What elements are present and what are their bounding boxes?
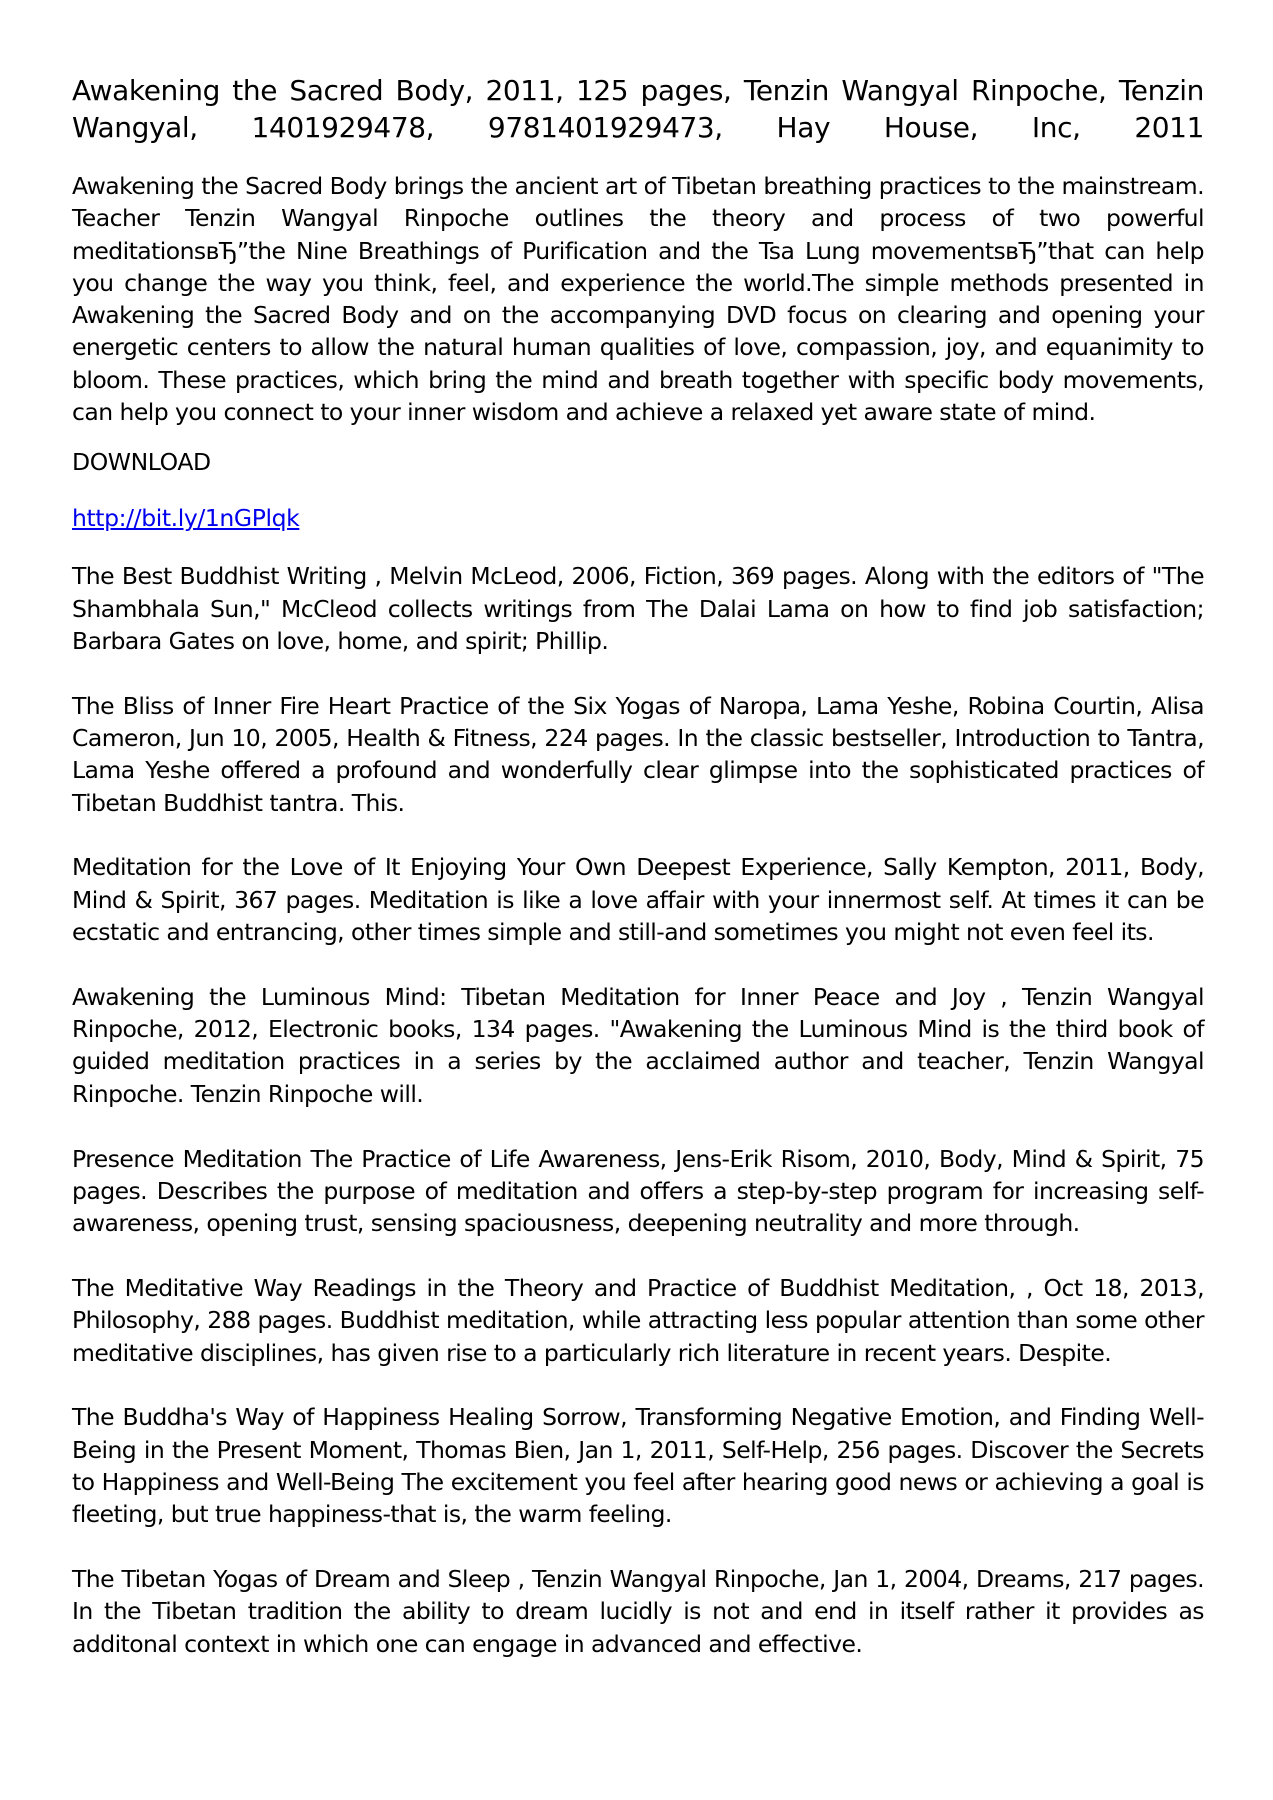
document-page: [72, 72, 1204, 1692]
related-book-item: The Buddha's Way of Happiness Healing Sorrow, Transforming Negative Emotion, and Finding Well-Being in the Present Moment, Thomas Bien, Jan 1, 2011, Self-Help, 256 pages. Discover the Secrets to Happiness and Well-Being The excitement you feel after hearing good news or achieving a goal is fleeting, but true happiness-that is, the warm feeling.: [72, 1403, 1204, 1529]
related-book-item: The Tibetan Yogas of Dream and Sleep , Tenzin Wangyal Rinpoche, Jan 1, 2004, Dreams, 217 pages. In the Tibetan tradition the ability to dream lucidly is not and end in itself rather it provides as additonal context in which one can engage in advanced and effective.: [72, 1565, 1204, 1658]
related-book-item: Presence Meditation The Practice of Life Awareness, Jens-Erik Risom, 2010, Body, Mind & Spirit, 75 pages. Describes the purpose of meditation and offers a step-by-step program for increasing self-awareness, opening trust, sensing spaciousness, deepening neutrality and more through.: [72, 1144, 1204, 1238]
related-book-item: The Bliss of Inner Fire Heart Practice of the Six Yogas of Naropa, Lama Yeshe, Robina Courtin, Alisa Cameron, Jun 10, 2005, Health & Fitness, 224 pages. In the classic bestseller, Introduction to Tantra, Lama Yeshe offered a profound and wonderfully clear glimpse into the sophisticated practices of Tibetan Buddhist tantra. This.: [72, 691, 1204, 817]
download-label: DOWNLOAD: [72, 448, 211, 477]
related-book-item: Meditation for the Love of It Enjoying Your Own Deepest Experience, Sally Kempton, 2011, Body, Mind & Spirit, 367 pages. Meditation is like a love affair with your innermost self. At times it can be ecstatic and entrancing, other times simple and still-and sometimes you might not even feel its.: [72, 853, 1204, 947]
download-link[interactable]: http://bit.ly/1nGPlqk: [72, 504, 300, 533]
related-book-item: Awakening the Luminous Mind: Tibetan Meditation for Inner Peace and Joy , Tenzin Wangyal Rinpoche, 2012, Electronic books, 134 pages. "Awakening the Luminous Mind is the third book of guided meditation practices in a series by the acclaimed author and teacher, Tenzin Wangyal Rinpoche. Tenzin Rinpoche will.: [72, 982, 1204, 1108]
document-title: Awakening the Sacred Body, 2011, 125 pages, Tenzin Wangyal Rinpoche, Tenzin Wangyal, 1401929478, 9781401929473, Hay House, Inc, 2011: [72, 74, 1204, 144]
related-books-list: [72, 560, 1204, 1660]
book-description: Awakening the Sacred Body brings the ancient art of Tibetan breathing practices to the mainstream. Teacher Tenzin Wangyal Rinpoche outlines the theory and process of two powerful meditationsвЂ”the Nine Breathings of Purification and the Tsa Lung movementsвЂ”that can help you change the way you think, feel, and experience the world.The simple methods presented in Awakening the Sacred Body and on the accompanying DVD focus on clearing and opening your energetic centers to allow the natural human qualities of love, compassion, joy, and equanimity to bloom. These practices, which bring the mind and breath together with specific body movements, can help you connect to your inner wisdom and achieve a relaxed yet aware state of mind.: [72, 172, 1204, 427]
related-book-item: The Meditative Way Readings in the Theory and Practice of Buddhist Meditation, , Oct 18, 2013, Philosophy, 288 pages. Buddhist meditation, while attracting less popular attention than some other meditative disciplines, has given rise to a particularly rich literature in recent years. Despite.: [72, 1273, 1204, 1367]
related-book-item: The Best Buddhist Writing , Melvin McLeod, 2006, Fiction, 369 pages. Along with the editors of "The Shambhala Sun," McCleod collects writings from The Dalai Lama on how to find job satisfaction; Barbara Gates on love, home, and spirit; Phillip.: [72, 562, 1204, 655]
